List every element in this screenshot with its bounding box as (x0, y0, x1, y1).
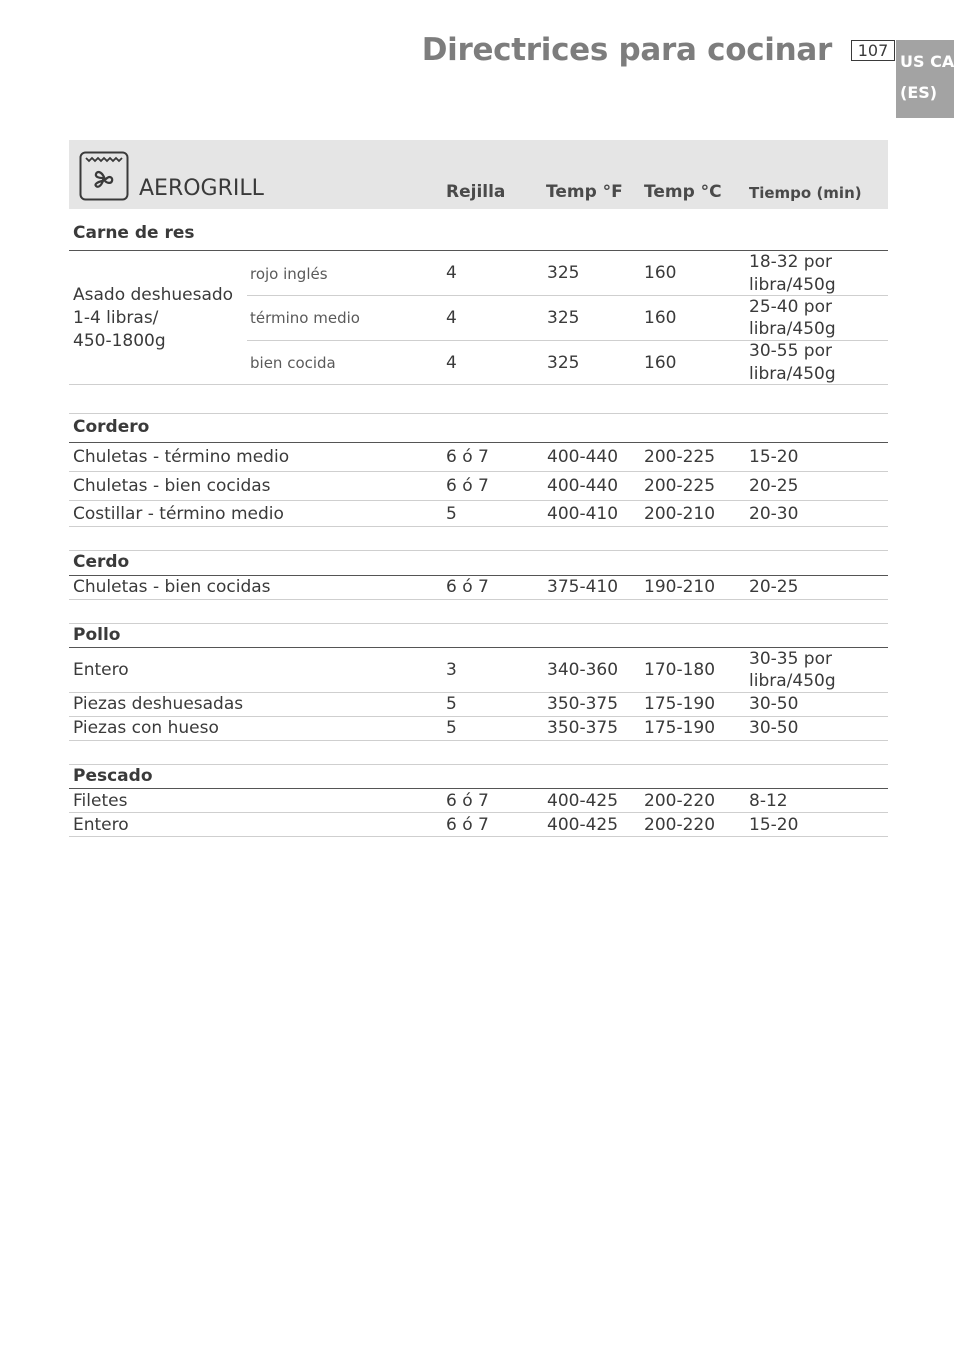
time-cell-line2: libra/450g (749, 671, 836, 691)
column-header-temp-c: Temp °C (644, 182, 722, 202)
row-divider (69, 599, 888, 600)
temp-c-cell: 200-220 (644, 815, 716, 835)
item-cell: Chuletas - bien cocidas (73, 476, 271, 496)
temp-f-cell: 400-425 (547, 791, 619, 811)
temp-f-cell: 350-375 (547, 694, 619, 714)
rack-cell: 6 ó 7 (446, 577, 489, 597)
temp-c-cell: 190-210 (644, 577, 716, 597)
column-header-temp-f: Temp °F (546, 182, 623, 202)
rack-cell: 5 (446, 694, 457, 714)
beef-item-line2: 1-4 libras/ (73, 308, 159, 328)
temp-c-cell: 200-225 (644, 447, 716, 467)
item-cell: Chuletas - bien cocidas (73, 577, 271, 597)
time-cell-line1: 30-35 por (749, 649, 832, 669)
item-cell: Costillar - término medio (73, 504, 284, 524)
temp-f-cell: 400-440 (547, 447, 619, 467)
time-cell: 20-30 (749, 504, 799, 524)
section-title-pork: Cerdo (73, 552, 130, 572)
item-cell: Entero (73, 815, 129, 835)
temp-f-cell: 400-440 (547, 476, 619, 496)
table-header (69, 140, 888, 209)
time-cell: 15-20 (749, 447, 799, 467)
temp-f-cell: 325 (547, 353, 580, 373)
rack-cell: 4 (446, 308, 457, 328)
beef-item-line1: Asado deshuesado (73, 285, 234, 305)
item-cell: Piezas deshuesadas (73, 694, 244, 714)
temp-c-cell: 160 (644, 263, 677, 283)
item-cell: Piezas con hueso (73, 718, 219, 738)
doneness-cell: rojo inglés (250, 265, 328, 283)
temp-c-cell: 160 (644, 308, 677, 328)
temp-f-cell: 375-410 (547, 577, 619, 597)
temp-f-cell: 400-410 (547, 504, 619, 524)
time-cell: 30-50 (749, 718, 799, 738)
time-cell-line2: libra/450g (749, 364, 836, 384)
time-cell-line2: libra/450g (749, 275, 836, 295)
time-cell: 20-25 (749, 577, 799, 597)
temp-c-cell: 170-180 (644, 660, 716, 680)
doneness-cell: término medio (250, 309, 360, 327)
rack-cell: 3 (446, 660, 457, 680)
row-divider (69, 526, 888, 527)
row-divider (69, 812, 888, 813)
temp-f-cell: 325 (547, 263, 580, 283)
temp-f-cell: 340-360 (547, 660, 619, 680)
temp-f-cell: 325 (547, 308, 580, 328)
time-cell-line1: 18-32 por (749, 252, 832, 272)
row-divider (69, 623, 888, 624)
section-title-chicken: Pollo (73, 625, 121, 645)
column-header-time: Tiempo (min) (749, 184, 862, 202)
rack-cell: 4 (446, 263, 457, 283)
item-cell: Entero (73, 660, 129, 680)
temp-c-cell: 175-190 (644, 694, 716, 714)
time-cell: 8-12 (749, 791, 788, 811)
temp-c-cell: 200-210 (644, 504, 716, 524)
temp-c-cell: 200-225 (644, 476, 716, 496)
region-tab (896, 40, 954, 118)
temp-f-cell: 350-375 (547, 718, 619, 738)
region-tab-line1: US CA (900, 52, 954, 71)
doneness-cell: bien cocida (250, 354, 336, 372)
beef-item-line3: 450-1800g (73, 331, 166, 351)
section-divider (69, 788, 888, 789)
temp-c-cell: 175-190 (644, 718, 716, 738)
row-divider (69, 550, 888, 551)
item-cell: Chuletas - término medio (73, 447, 290, 467)
rack-cell: 5 (446, 504, 457, 524)
temp-c-cell: 200-220 (644, 791, 716, 811)
temp-f-cell: 400-425 (547, 815, 619, 835)
rack-cell: 6 ó 7 (446, 476, 489, 496)
row-divider (69, 500, 888, 501)
cooking-mode-name: AEROGRILL (139, 176, 264, 201)
rack-cell: 5 (446, 718, 457, 738)
page-number: 107 (851, 40, 895, 61)
rack-cell: 6 ó 7 (446, 815, 489, 835)
time-cell-line1: 30-55 por (749, 341, 832, 361)
rack-cell: 6 ó 7 (446, 447, 489, 467)
row-divider (69, 836, 888, 837)
item-cell: Filetes (73, 791, 128, 811)
section-title-fish: Pescado (73, 766, 153, 786)
section-title-lamb: Cordero (73, 417, 150, 437)
time-cell: 20-25 (749, 476, 799, 496)
time-cell-line2: libra/450g (749, 319, 836, 339)
section-divider (69, 442, 888, 443)
row-divider (69, 471, 888, 472)
time-cell: 30-50 (749, 694, 799, 714)
time-cell-line1: 25-40 por (749, 297, 832, 317)
row-divider (69, 740, 888, 741)
section-title-beef: Carne de res (73, 223, 195, 243)
rack-cell: 6 ó 7 (446, 791, 489, 811)
row-divider (69, 413, 888, 414)
rack-cell: 4 (446, 353, 457, 373)
page-title: Directrices para cocinar (421, 32, 832, 68)
column-header-rack: Rejilla (446, 182, 506, 202)
region-tab-line2: (ES) (900, 83, 938, 102)
row-divider (69, 764, 888, 765)
temp-c-cell: 160 (644, 353, 677, 373)
time-cell: 15-20 (749, 815, 799, 835)
oven-fan-grill-icon (79, 151, 129, 201)
row-divider (69, 384, 888, 385)
